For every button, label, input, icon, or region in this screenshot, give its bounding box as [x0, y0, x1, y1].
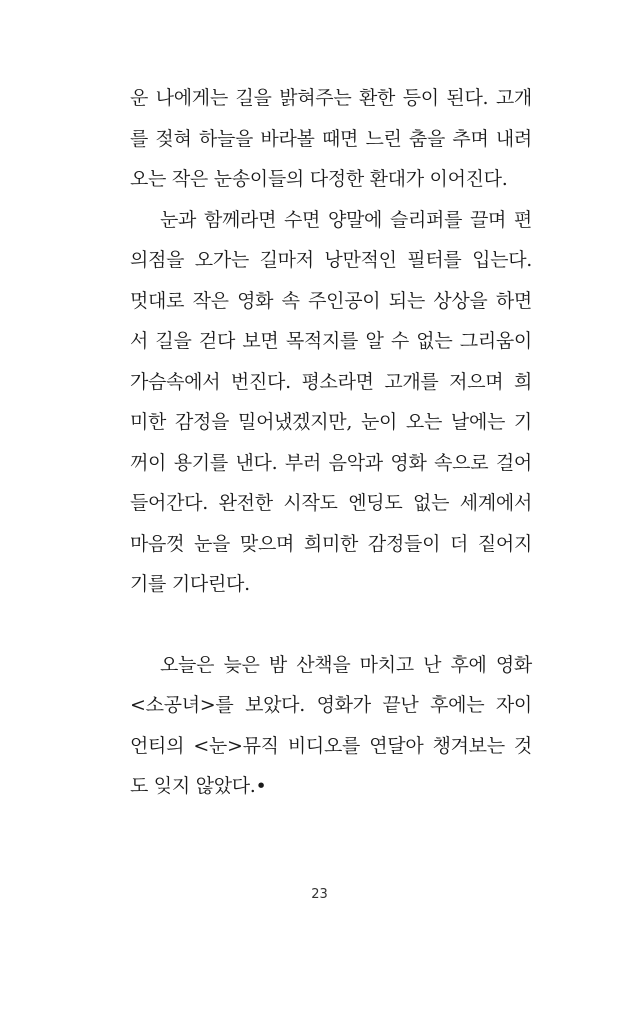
text-line: 서 길을 걷다 보면 목적지를 알 수 없는 그리움이	[130, 330, 532, 352]
text-line: 운 나에게는 길을 밝혀주는 환한 등이 된다. 고개	[130, 87, 532, 109]
text-line: 가슴속에서 번진다. 평소라면 고개를 저으며 희	[130, 370, 532, 393]
text-line: <소공녀>를 보았다. 영화가 끝난 후에는 자이	[130, 694, 532, 716]
text-line: 미한 감정을 밀어냈겠지만, 눈이 오는 날에는 기	[130, 411, 532, 433]
paragraph-2	[130, 200, 532, 605]
text-line: 오늘은 늦은 밤 산책을 마치고 난 후에 영화	[160, 653, 532, 676]
text-line: 기를 기다린다.	[130, 573, 250, 595]
text-line: 들어간다. 완전한 시작도 엔딩도 없는 세계에서	[130, 492, 532, 514]
text-line: 눈과 함께라면 수면 양말에 슬리퍼를 끌며 편	[160, 208, 532, 231]
paragraph-1	[130, 78, 532, 200]
text-line: 꺼이 용기를 낸다. 부러 음악과 영화 속으로 걸어	[130, 451, 532, 474]
text-line: 언티의 <눈>뮤직 비디오를 연달아 챙겨보는 것	[130, 734, 532, 757]
text-line: 오는 작은 눈송이들의 다정한 환대가 이어진다.	[130, 168, 508, 190]
text-line: 마음껏 눈을 맞으며 희미한 감정들이 더 짙어지	[130, 532, 532, 555]
paragraph-spacer	[130, 605, 532, 645]
body-text	[130, 78, 532, 807]
text-line: 를 젖혀 하늘을 바라볼 때면 느린 춤을 추며 내려	[130, 127, 532, 150]
page-number: 23	[311, 887, 328, 902]
text-line: 의점을 오가는 길마저 낭만적인 필터를 입는다.	[130, 249, 532, 271]
text-line: 도 잊지 않았다.•	[130, 775, 267, 797]
text-line: 멋대로 작은 영화 속 주인공이 되는 상상을 하면	[130, 289, 532, 312]
paragraph-3	[130, 645, 532, 807]
